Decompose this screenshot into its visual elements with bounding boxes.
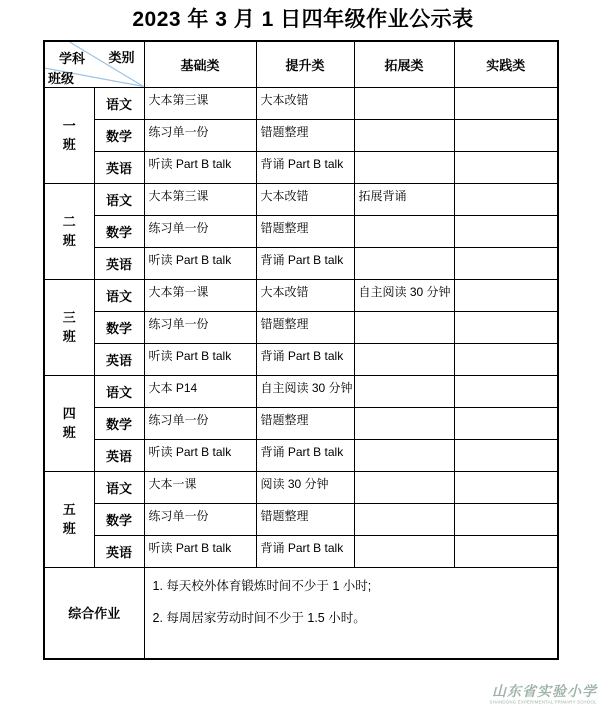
homework-cell: 大本改错 (256, 279, 354, 311)
table-row (44, 151, 558, 183)
homework-cell (454, 279, 558, 311)
homework-cell: 听读 Part B talk (144, 439, 256, 471)
class-label-cell (44, 87, 94, 183)
subject-label: 数学 (94, 119, 144, 151)
column-header-practice: 实践类 (454, 41, 558, 87)
homework-cell (354, 439, 454, 471)
homework-cell (454, 119, 558, 151)
subject-label: 英语 (94, 535, 144, 567)
subject-label: 语文 (94, 87, 144, 119)
homework-cell (454, 311, 558, 343)
homework-cell: 错题整理 (256, 503, 354, 535)
homework-cell (354, 311, 454, 343)
homework-cell: 背诵 Part B talk (256, 151, 354, 183)
summary-row (44, 567, 558, 659)
school-watermark (402, 685, 597, 708)
homework-cell: 练习单一份 (144, 119, 256, 151)
subject-label: 数学 (94, 407, 144, 439)
homework-cell: 练习单一份 (144, 215, 256, 247)
class-label-cell (44, 183, 94, 279)
header-row (44, 41, 558, 87)
table-row (44, 215, 558, 247)
homework-cell: 大本第一课 (144, 279, 256, 311)
table-row (44, 183, 558, 215)
subject-label: 数学 (94, 215, 144, 247)
subject-label: 英语 (94, 343, 144, 375)
homework-cell: 拓展背诵 (354, 183, 454, 215)
corner-label-class: 班级 (48, 71, 75, 86)
table-row (44, 375, 558, 407)
table-row (44, 535, 558, 567)
homework-cell: 背诵 Part B talk (256, 247, 354, 279)
homework-table (43, 40, 559, 660)
class-label-cell (44, 375, 94, 471)
homework-cell (454, 407, 558, 439)
summary-content-cell (144, 567, 558, 659)
homework-cell: 自主阅读 30 分钟 (354, 279, 454, 311)
homework-cell: 听读 Part B talk (144, 535, 256, 567)
table-row (44, 87, 558, 119)
corner-label-category: 类别 (108, 50, 135, 65)
homework-cell: 练习单一份 (144, 311, 256, 343)
homework-cell: 错题整理 (256, 311, 354, 343)
subject-label: 语文 (94, 279, 144, 311)
homework-cell: 大本第三课 (144, 87, 256, 119)
table-row (44, 247, 558, 279)
homework-cell (354, 535, 454, 567)
homework-cell: 听读 Part B talk (144, 343, 256, 375)
homework-cell: 背诵 Part B talk (256, 343, 354, 375)
homework-cell (454, 343, 558, 375)
class-label-cell (44, 471, 94, 567)
column-header-extend: 拓展类 (354, 41, 454, 87)
table-row (44, 343, 558, 375)
homework-cell (454, 87, 558, 119)
corner-label-subject: 学科 (59, 51, 86, 66)
class-label: 五班 (62, 501, 76, 536)
subject-label: 语文 (94, 183, 144, 215)
class-label-cell (44, 279, 94, 375)
homework-cell (454, 151, 558, 183)
homework-cell (354, 87, 454, 119)
table-row (44, 471, 558, 503)
column-header-improve: 提升类 (256, 41, 354, 87)
class-label: 一班 (62, 117, 76, 152)
page-title: 2023 年 3 月 1 日四年级作业公示表 (132, 8, 474, 31)
subject-label: 英语 (94, 439, 144, 471)
homework-cell (354, 503, 454, 535)
homework-cell: 听读 Part B talk (144, 151, 256, 183)
homework-cell: 大本改错 (256, 183, 354, 215)
summary-item-1: 1. 每天校外体育锻炼时间不少于 1 小时; (152, 578, 372, 593)
homework-cell (354, 471, 454, 503)
column-header-basic: 基础类 (144, 41, 256, 87)
homework-cell (454, 471, 558, 503)
subject-label: 英语 (94, 247, 144, 279)
homework-cell (454, 503, 558, 535)
homework-cell: 练习单一份 (144, 407, 256, 439)
school-name-english: SHANDONG EXPERIMENTAL PRIMARY SCHOOL (489, 699, 597, 705)
homework-cell (454, 535, 558, 567)
summary-item-2: 2. 每周居家劳动时间不少于 1.5 小时。 (152, 610, 366, 625)
homework-cell (354, 215, 454, 247)
homework-cell (454, 375, 558, 407)
homework-cell (354, 151, 454, 183)
table-row (44, 503, 558, 535)
summary-label: 综合作业 (44, 567, 144, 659)
homework-cell: 大本 P14 (144, 375, 256, 407)
subject-label: 英语 (94, 151, 144, 183)
homework-cell (454, 183, 558, 215)
homework-cell (354, 247, 454, 279)
homework-cell: 自主阅读 30 分钟 (256, 375, 354, 407)
subject-label: 数学 (94, 311, 144, 343)
subject-label: 数学 (94, 503, 144, 535)
homework-cell (454, 215, 558, 247)
homework-cell: 背诵 Part B talk (256, 439, 354, 471)
homework-cell: 错题整理 (256, 215, 354, 247)
homework-cell (454, 247, 558, 279)
table-row (44, 311, 558, 343)
homework-cell: 大本一课 (144, 471, 256, 503)
homework-cell: 错题整理 (256, 119, 354, 151)
homework-cell (354, 375, 454, 407)
homework-cell: 练习单一份 (144, 503, 256, 535)
class-label: 四班 (62, 405, 76, 440)
homework-cell: 大本改错 (256, 87, 354, 119)
subject-label: 语文 (94, 375, 144, 407)
homework-cell (454, 439, 558, 471)
corner-header-cell (44, 41, 144, 87)
homework-cell: 阅读 30 分钟 (256, 471, 354, 503)
table-row (44, 407, 558, 439)
homework-cell: 背诵 Part B talk (256, 535, 354, 567)
table-row (44, 439, 558, 471)
homework-cell: 错题整理 (256, 407, 354, 439)
class-label: 三班 (62, 309, 76, 344)
homework-cell: 大本第三课 (144, 183, 256, 215)
class-label: 二班 (62, 213, 76, 248)
table-row (44, 279, 558, 311)
homework-cell (354, 119, 454, 151)
homework-cell (354, 407, 454, 439)
homework-cell: 听读 Part B talk (144, 247, 256, 279)
homework-cell (354, 343, 454, 375)
school-name-chinese: 山东省实验小学 (492, 683, 597, 700)
subject-label: 语文 (94, 471, 144, 503)
table-row (44, 119, 558, 151)
